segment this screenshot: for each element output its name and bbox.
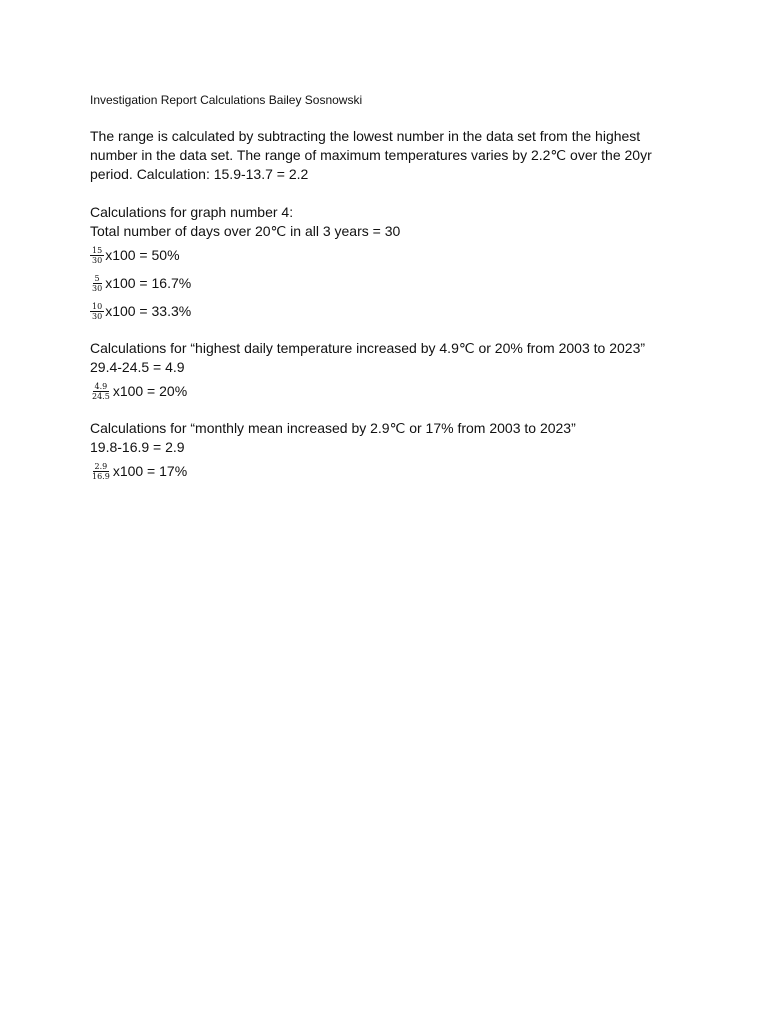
range-paragraph: The range is calculated by subtracting the lowest number in the data set from the highest number in the data set. The range of maximum temperatures varies by 2.2℃ over the 20yr period. Calculation: 15.9-13.7 = 2.2 xyxy=(90,128,652,182)
fraction-denominator: 16.9 xyxy=(92,471,110,481)
fraction xyxy=(90,302,104,321)
fraction-denominator: 30 xyxy=(92,283,103,293)
graph4-calc-1 xyxy=(90,241,690,269)
fraction-denominator: 30 xyxy=(92,255,103,265)
fraction-numerator: 4.9 xyxy=(94,381,108,391)
fraction xyxy=(90,382,112,401)
fraction xyxy=(90,274,104,293)
graph4-calc-2 xyxy=(90,269,690,297)
fraction-numerator: 2.9 xyxy=(94,461,108,471)
fraction-denominator: 30 xyxy=(92,311,103,321)
graph4-calc-3 xyxy=(90,297,690,325)
fraction-numerator: 5 xyxy=(94,273,100,283)
document-body xyxy=(90,92,690,485)
monthly-mean-calc xyxy=(90,457,690,485)
graph4-total-line: Total number of days over 20℃ in all 3 years = 30 xyxy=(90,223,401,239)
fraction-denominator: 24.5 xyxy=(92,391,110,401)
fraction-numerator: 10 xyxy=(92,301,103,311)
graph4-heading: Calculations for graph number 4: xyxy=(90,204,294,220)
fraction-numerator: 15 xyxy=(92,245,103,255)
document-title: Investigation Report Calculations Bailey Sosnowski xyxy=(90,93,363,107)
fraction-result: x100 = 17% xyxy=(112,463,188,479)
highest-daily-heading: Calculations for “highest daily temperature increased by 4.9℃ or 20% from 2003 to 2023” xyxy=(90,340,646,356)
fraction-result: x100 = 50% xyxy=(105,247,180,263)
monthly-mean-subtraction: 19.8-16.9 = 2.9 xyxy=(90,439,185,455)
fraction-result: x100 = 16.7% xyxy=(105,275,192,291)
fraction-result: x100 = 20% xyxy=(112,383,188,399)
monthly-mean-heading: Calculations for “monthly mean increased by 2.9℃ or 17% from 2003 to 2023” xyxy=(90,420,576,436)
fraction-result: x100 = 33.3% xyxy=(105,303,192,319)
highest-daily-calc xyxy=(90,377,690,405)
fraction xyxy=(90,462,112,481)
highest-daily-subtraction: 29.4-24.5 = 4.9 xyxy=(90,359,185,375)
fraction xyxy=(90,246,104,265)
